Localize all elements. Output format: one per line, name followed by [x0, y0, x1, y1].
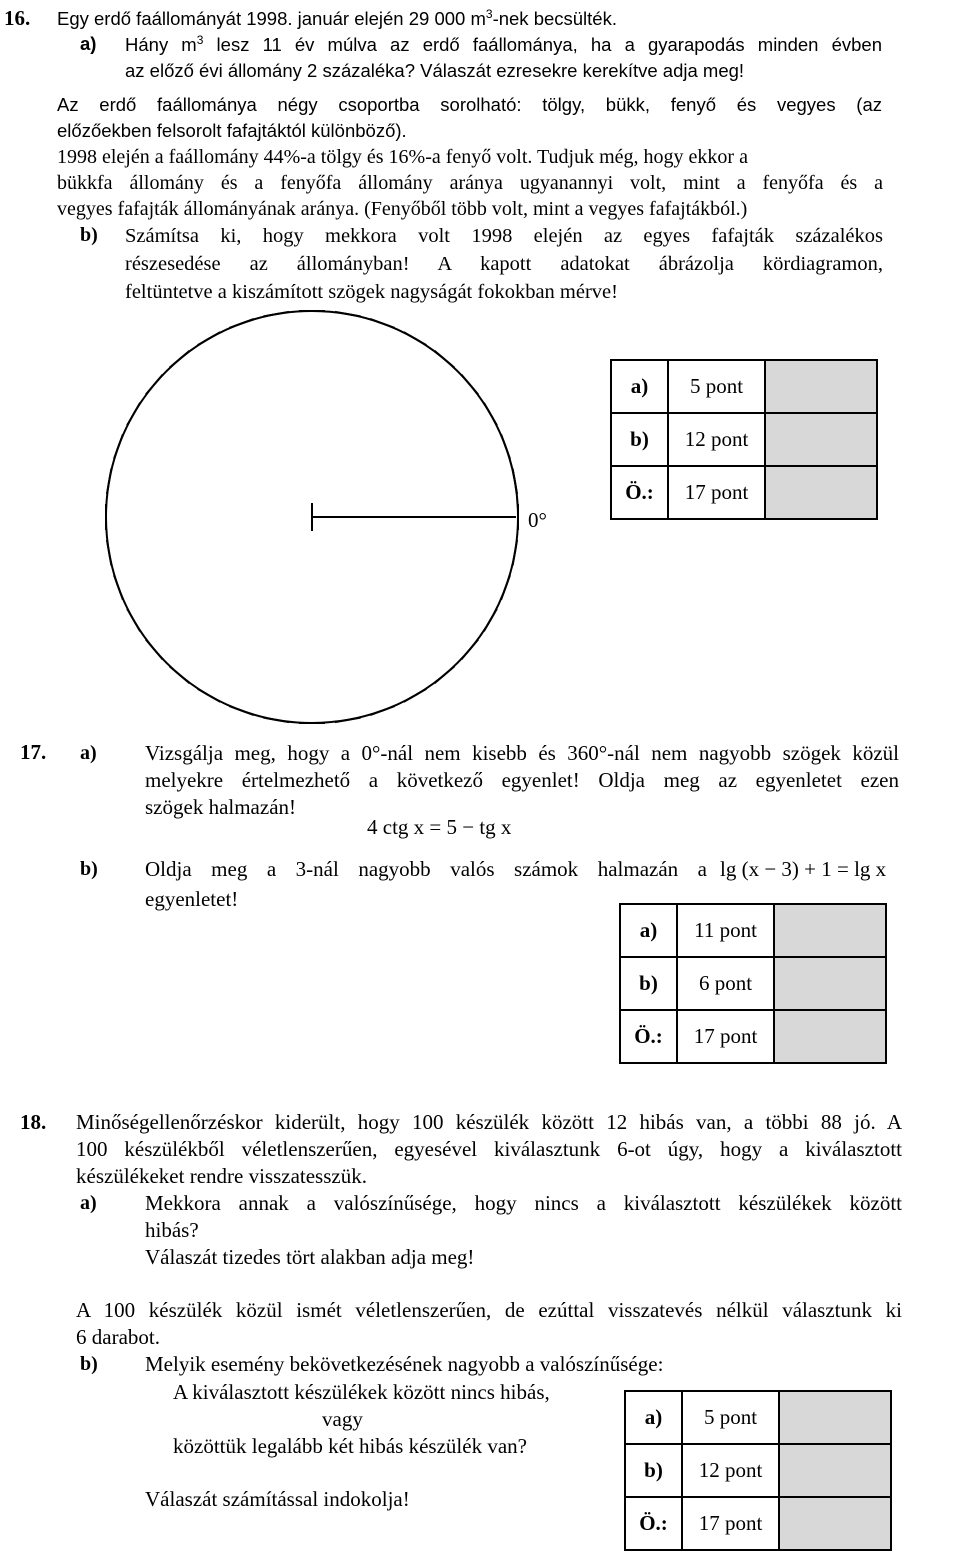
- p16-para2-line3: vegyes fafajták állományának aránya. (Fenyőből több volt, mint a vegyes fafajtákból.): [57, 198, 748, 220]
- p16-a-line1-sup: 3: [196, 32, 204, 47]
- tick-mark: [501, 575, 510, 600]
- p18-a-label: a): [80, 1192, 97, 1214]
- p16-score-table: [610, 359, 878, 520]
- score-key: b): [611, 413, 668, 466]
- problem-16-intro: [57, 7, 617, 31]
- score-blank: [765, 360, 877, 413]
- p18-intro-line3: készülékeket rendre visszatesszük.: [76, 1164, 367, 1188]
- p16-intro-b: -nek becsülték.: [492, 8, 617, 29]
- p18-a-line2: hibás?: [145, 1218, 199, 1242]
- tick-mark: [114, 434, 123, 459]
- p16-a-line1-pre: Hány m: [125, 34, 197, 55]
- p16-b-label: b): [80, 224, 98, 246]
- tick-mark: [370, 706, 395, 715]
- score-key: a): [625, 1391, 682, 1444]
- p17-b-label: b): [80, 858, 98, 880]
- p17-score-table: [619, 903, 887, 1064]
- p16-a-line1: [125, 33, 882, 57]
- p17-equation-2: lg (x − 3) + 1 = lg x: [720, 857, 887, 881]
- tick-marks: [106, 311, 518, 723]
- p16-para2-line2: bükkfa állomány és a fenyőfa állomány aránya ugyanannyi volt, mint a fenyőfa és a: [57, 172, 883, 194]
- tick-mark: [484, 609, 497, 632]
- tick-mark: [435, 351, 455, 368]
- tick-mark: [170, 351, 190, 368]
- score-row: [625, 1444, 891, 1497]
- score-blank: [779, 1391, 891, 1444]
- score-key: Ö.:: [625, 1497, 682, 1550]
- score-blank: [779, 1444, 891, 1497]
- problem-18-number: 18.: [20, 1110, 47, 1134]
- score-key: b): [620, 957, 677, 1010]
- p16-para2-line1: 1998 elején a faállomány 44%-a tölgy és 16%-a fenyő volt. Tudjuk még, hogy ekkor a: [57, 146, 748, 168]
- tick-mark: [127, 609, 140, 632]
- tick-mark: [127, 403, 140, 426]
- score-blank: [779, 1497, 891, 1550]
- tick-mark: [107, 540, 112, 566]
- score-value: 17 pont: [677, 1010, 774, 1063]
- tick-mark: [107, 468, 112, 494]
- score-value: 11 pont: [677, 904, 774, 957]
- p17-a-line2: melyekre értelmezhető a következő egyenlet! Oldja meg az egyenletet ezen: [145, 768, 899, 792]
- tick-mark: [513, 540, 518, 566]
- score-blank: [774, 957, 886, 1010]
- score-row: [620, 904, 886, 957]
- p16-b-line1: Számítsa ki, hogy mekkora volt 1998 elején az egyes fafajták százalékos: [125, 225, 883, 247]
- tick-mark: [404, 689, 427, 702]
- p18-b-line3: vagy: [322, 1407, 363, 1431]
- score-value: 6 pont: [677, 957, 774, 1010]
- score-blank: [774, 904, 886, 957]
- tick-mark: [263, 718, 289, 723]
- p16-intro-a: Egy erdő faállományát 1998. január elején 29 000 m: [57, 8, 486, 29]
- p18-a-line3: Válaszát tizedes tört alakban adja meg!: [145, 1245, 475, 1269]
- p18-a-line1: Mekkora annak a valószínűsége, hogy nincs a kiválasztott készülékek között: [145, 1191, 902, 1215]
- score-value: 12 pont: [682, 1444, 779, 1497]
- tick-mark: [335, 718, 361, 723]
- score-value: 5 pont: [682, 1391, 779, 1444]
- p17-b-line1: Oldja meg a 3-nál nagyobb valós számok halmazán a: [145, 857, 707, 881]
- score-row: [625, 1497, 891, 1550]
- score-value: 17 pont: [682, 1497, 779, 1550]
- p16-para1-line1: Az erdő faállománya négy csoportba sorolható: tölgy, bükk, fenyő és vegyes (az: [57, 94, 882, 115]
- tick-mark: [146, 640, 163, 660]
- score-key: Ö.:: [620, 1010, 677, 1063]
- p16-a-line1-post: lesz 11 év múlva az erdő faállománya, ha a gyarapodás minden évben: [203, 34, 882, 55]
- p16-a-line2: az előző évi állomány 2 százaléka? Válaszát ezresekre kerekítve adja meg!: [125, 60, 745, 81]
- score-key: a): [620, 904, 677, 957]
- score-value: 17 pont: [668, 466, 765, 519]
- score-key: a): [611, 360, 668, 413]
- score-row: [611, 466, 877, 519]
- tick-mark: [513, 468, 518, 494]
- score-value: 5 pont: [668, 360, 765, 413]
- p18-score-table: [624, 1390, 892, 1551]
- score-row: [620, 1010, 886, 1063]
- tick-mark: [404, 332, 427, 345]
- score-blank: [774, 1010, 886, 1063]
- score-row: [620, 957, 886, 1010]
- zero-degree-label: 0°: [528, 508, 547, 532]
- p18-para-line1: A 100 készülék közül ismét véletlenszerűen, de ezúttal visszatevés nélkül választunk ki: [76, 1298, 902, 1322]
- tick-mark: [484, 403, 497, 426]
- tick-mark: [370, 319, 395, 328]
- tick-mark: [114, 575, 123, 600]
- tick-mark: [461, 375, 478, 395]
- tick-mark: [501, 434, 510, 459]
- tick-mark: [229, 706, 254, 715]
- p18-b-line2: A kiválasztott készülékek között nincs hibás,: [173, 1380, 550, 1404]
- tick-mark: [263, 312, 289, 317]
- template-circle: [106, 311, 518, 723]
- problem-17-number: 17.: [20, 740, 47, 764]
- p16-a-label: a): [80, 33, 97, 54]
- p18-b-line5: Válaszát számítással indokolja!: [145, 1487, 410, 1511]
- p17-b-line2: egyenletet!: [145, 887, 239, 911]
- p18-para-line2: 6 darabot.: [76, 1325, 160, 1349]
- p18-b-line4: közöttük legalább két hibás készülék van?: [173, 1434, 527, 1458]
- tick-mark: [198, 332, 221, 345]
- tick-mark: [335, 312, 361, 317]
- tick-mark: [229, 319, 254, 328]
- problem-16-number: 16.: [4, 6, 31, 30]
- score-row: [625, 1391, 891, 1444]
- tick-mark: [435, 666, 455, 683]
- score-key: Ö.:: [611, 466, 668, 519]
- tick-mark: [461, 640, 478, 660]
- score-blank: [765, 413, 877, 466]
- tick-mark: [198, 689, 221, 702]
- score-key: b): [625, 1444, 682, 1497]
- tick-mark: [146, 375, 163, 395]
- tick-mark: [170, 666, 190, 683]
- p17-a-line3: szögek halmazán!: [145, 795, 297, 819]
- p17-a-label: a): [80, 742, 97, 764]
- p16-para1-line2: előzőekben felsorolt fafajtáktól különböző).: [57, 120, 407, 141]
- p16-intro-sup: 3: [485, 6, 493, 21]
- score-row: [611, 413, 877, 466]
- p17-a-line1: Vizsgálja meg, hogy a 0°-nál nem kisebb és 360°-nál nem nagyobb szögek közül: [145, 741, 899, 765]
- score-value: 12 pont: [668, 413, 765, 466]
- score-row: [611, 360, 877, 413]
- p16-b-line2: részesedése az állományban! A kapott adatokat ábrázolja kördiagramon,: [125, 253, 883, 275]
- p18-b-label: b): [80, 1353, 98, 1375]
- p18-intro-line2: 100 készülékből véletlenszerűen, egyesével kiválasztunk 6-ot úgy, hogy a kiválasztott: [76, 1137, 902, 1161]
- score-blank: [765, 466, 877, 519]
- p18-b-line1: Melyik esemény bekövetkezésének nagyobb a valószínűsége:: [145, 1352, 664, 1376]
- p16-b-line3: feltüntetve a kiszámított szögek nagyságát fokokban mérve!: [125, 281, 618, 303]
- p17-equation-1: 4 ctg x = 5 − tg x: [367, 815, 512, 839]
- p18-intro-line1: Minőségellenőrzéskor kiderült, hogy 100 készülék között 12 hibás van, a többi 88 jó. A: [76, 1110, 902, 1134]
